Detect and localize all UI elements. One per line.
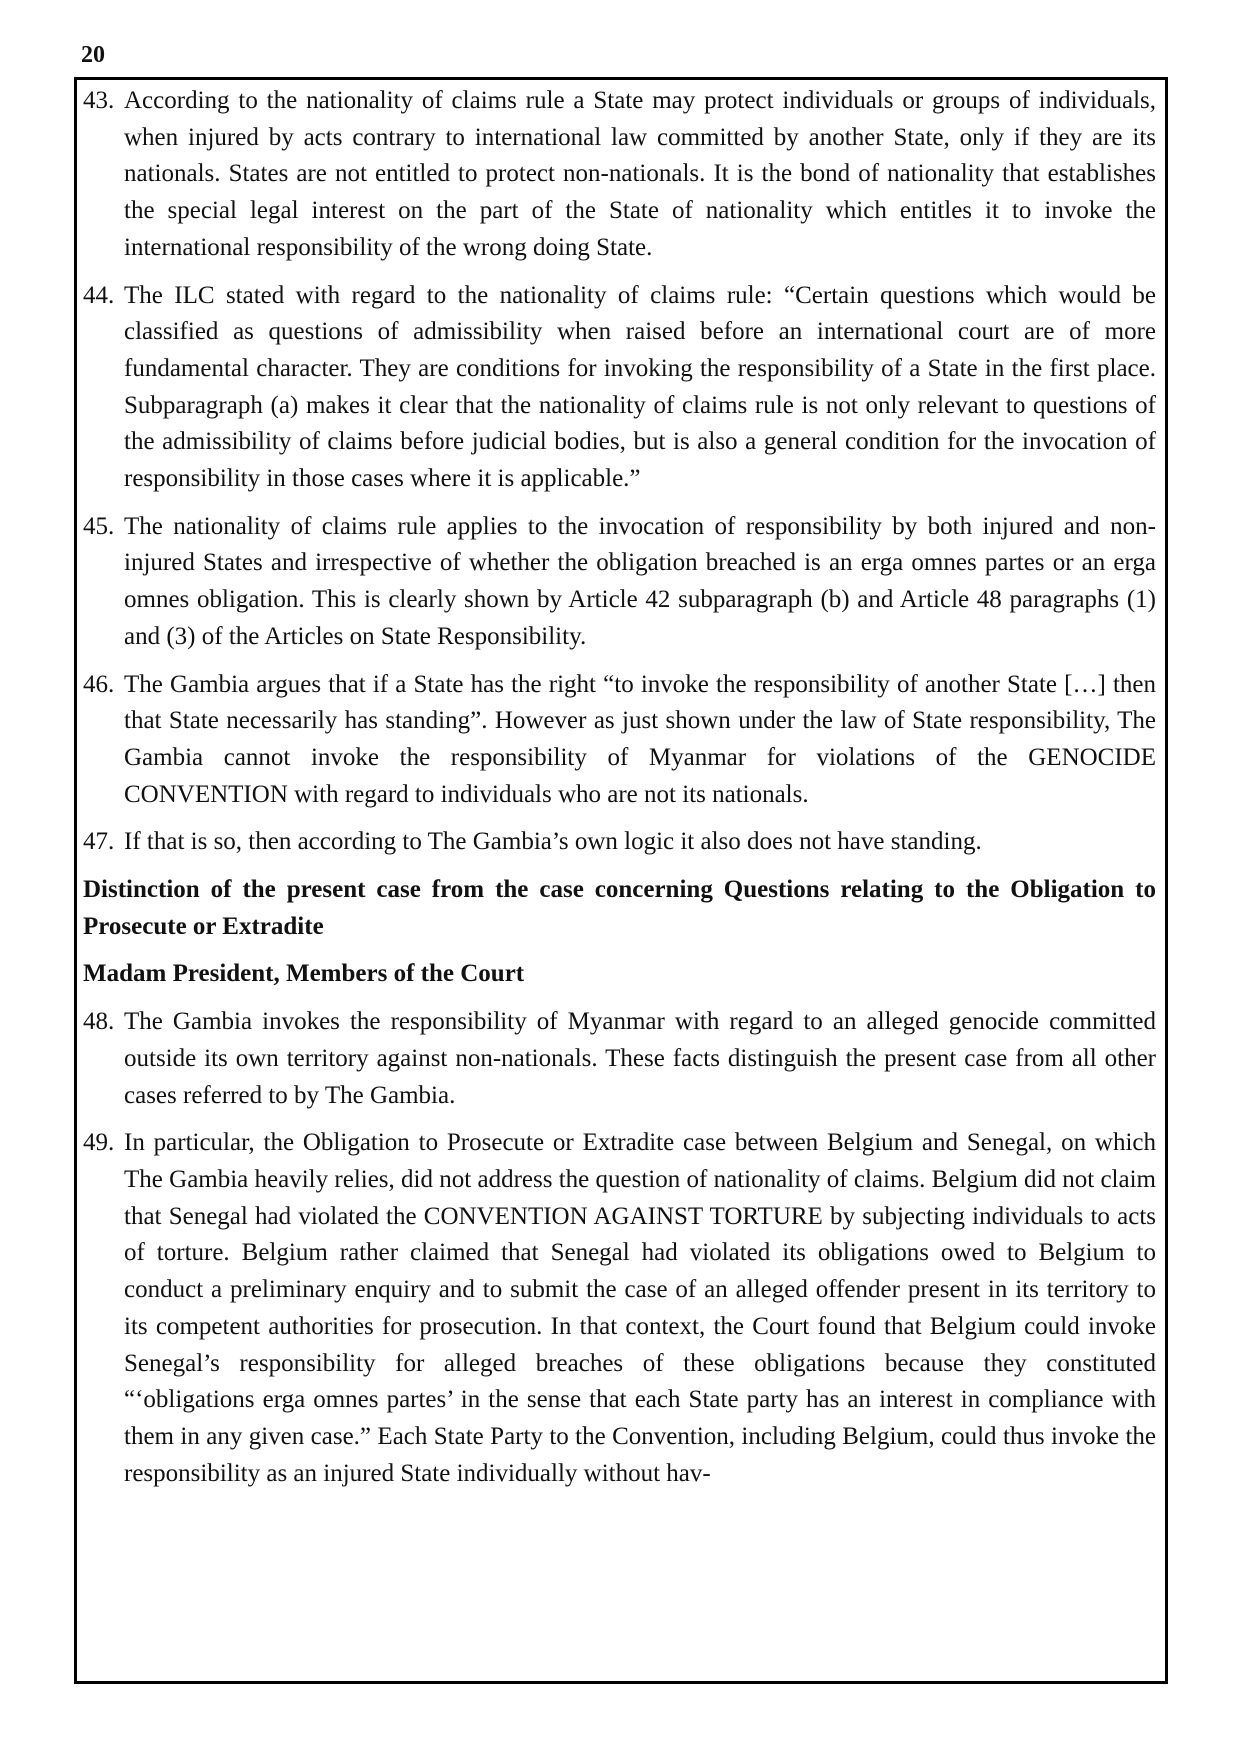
paragraph-number: 49. [83, 1129, 115, 1157]
address-heading: Madam President, Members of the Court [83, 960, 525, 988]
paragraph-49 [83, 1125, 1156, 1492]
paragraph-text: The ILC stated with regard to the nationality of claims rule: “Certain questions which would be classified as questions of admissibility when raised before an international court are of more fundamental character. They are conditions for invoking the responsibility of a State in the first place. Subparagraph (a) makes it clear that the nationality of claims rule is not only relevant to questions of the admissibility of claims before judicial bodies, but is also a general condition for the invocation of responsibility in those cases where it is applicable.” [124, 281, 1156, 493]
paragraph-text: The nationality of claims rule applies to the invocation of responsibility by both injured and non-injured States and irrespective of whether the obligation breached is an erga omnes partes or an erga omnes obligation. This is clearly shown by Article 42 subparagraph (b) and Article 48 paragraphs (1) and (3) of the Articles on State Responsibility. [124, 512, 1156, 650]
paragraph-text: The Gambia invokes the responsibility of Myanmar with regard to an alleged genocide committed outside its own territory against non-nationals. These facts distinguish the present case from all other cases referred to by The Gambia. [124, 1008, 1156, 1109]
paragraph-text: According to the nationality of claims rule a State may protect individuals or groups of individuals, when injured by acts contrary to international law committed by another State, only if they are its nationals. States are not entitled to protect non-nationals. It is the bond of nationality that establishes the special legal interest on the part of the State of nationality which entitles it to invoke the international responsibility of the wrong doing State. [124, 87, 1156, 261]
section-heading: Distinction of the present case from the case concerning Questions relating to the Obligation to Prosecute or Extradite [83, 876, 1156, 940]
paragraph-47 [83, 824, 1156, 861]
paragraph-44 [83, 278, 1156, 498]
page-number: 20 [81, 42, 105, 68]
paragraph-number: 47. [83, 828, 115, 856]
paragraph-46 [83, 667, 1156, 814]
paragraph-number: 43. [83, 87, 115, 114]
paragraph-48 [83, 1004, 1156, 1114]
paragraph-text: The Gambia argues that if a State has the right “to invoke the responsibility of another State […] then that State necessarily has standing”. However as just shown under the law of State responsibility, The Gambia cannot invoke the responsibility of Myanmar for violations of the GENOCIDE CONVENTION with regard to individuals who are not its nationals. [124, 670, 1156, 808]
paragraph-number: 45. [83, 512, 115, 540]
paragraph-45 [83, 509, 1156, 656]
text-frame [74, 77, 1168, 1684]
paragraph-number: 48. [83, 1008, 115, 1036]
paragraph-text: If that is so, then according to The Gambia’s own logic it also does not have standing. [124, 828, 982, 856]
paragraph-text: In particular, the Obligation to Prosecute or Extradite case between Belgium and Senegal, on which The Gambia heavily relies, did not address the question of nationality of claims. Belgium did not claim that Senegal had violated the CONVENTION AGAINST TORTURE by subjecting individuals to acts of torture. Belgium rather claimed that Senegal had violated its obligations owed to Belgium to conduct a preliminary enquiry and to submit the case of an alleged offender present in its territory to its competent authorities for prosecution. In that context, the Court found that Belgium could invoke Senegal’s responsibility for alleged breaches of these obligations because they constituted “‘obligations erga omnes partes’ in the sense that each State party has an interest in compliance with them in any given case.” Each State Party to the Convention, including Belgium, could thus invoke the responsibility as an injured State individually without hav- [124, 1129, 1156, 1487]
paragraph-number: 44. [83, 281, 115, 309]
paragraph-number: 46. [83, 670, 115, 698]
paragraph-43 [83, 83, 1156, 267]
